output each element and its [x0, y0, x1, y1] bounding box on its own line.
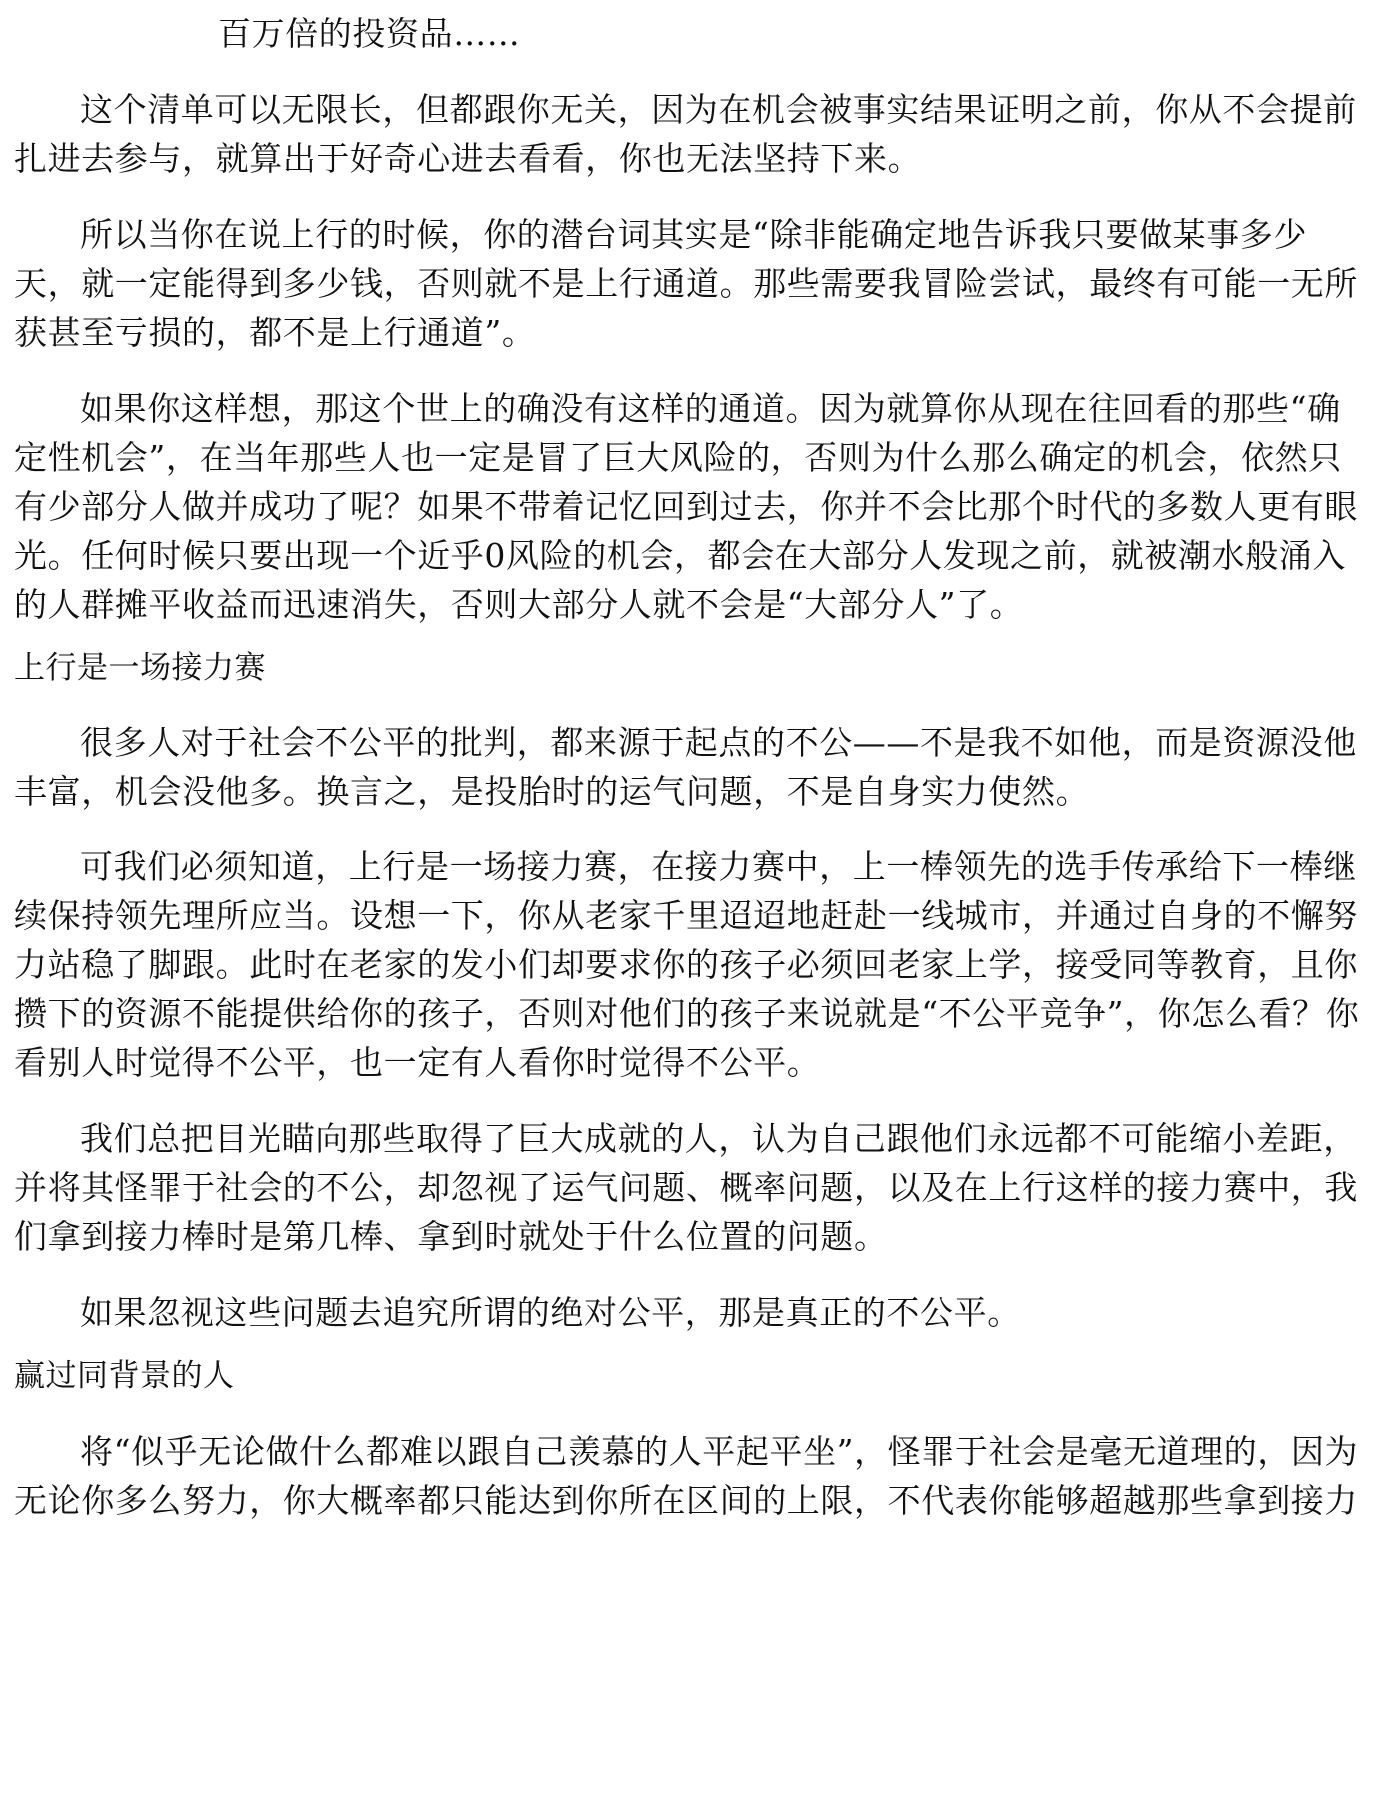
paragraph-line: 这个清单可以无限长，但都跟你无关，因为在机会被事实结果证明之前，你从不会提前 [80, 90, 1357, 129]
paragraph-line: 我们总把目光瞄向那些取得了巨大成就的人，认为自己跟他们永远都不可能缩小差距， [80, 1119, 1357, 1158]
paragraph-line: 获甚至亏损的，都不是上行通道”。 [14, 313, 536, 352]
paragraph-line: 扎进去参与，就算出于好奇心进去看看，你也无法坚持下来。 [14, 139, 922, 178]
section-heading: 上行是一场接力赛 [14, 650, 266, 686]
paragraph-line: 将“似乎无论做什么都难以跟自己羡慕的人平起平坐”，怪罪于社会是毫无道理的，因为 [80, 1432, 1359, 1471]
paragraph-line: 续保持领先理所应当。设想一下，你从老家千里迢迢地赶赴一线城市，并通过自身的不懈努 [14, 896, 1358, 935]
paragraph-line: 所以当你在说上行的时候，你的潜台词其实是“除非能确定地告诉我只要做某事多少 [80, 215, 1308, 254]
paragraph-line: 如果你这样想，那这个世上的确没有这样的通道。因为就算你从现在往回看的那些“确 [80, 389, 1341, 428]
paragraph-line: 无论你多么努力，你大概率都只能达到你所在区间的上限，不代表你能够超越那些拿到接力 [14, 1481, 1358, 1520]
document-page [14, 0, 1376, 1800]
paragraph-line: 可我们必须知道，上行是一场接力赛，在接力赛中，上一棒领先的选手传承给下一棒继 [80, 847, 1357, 886]
paragraph-line: 丰富，机会没他多。换言之，是投胎时的运气问题，不是自身实力使然。 [14, 772, 1090, 811]
paragraph-line: 定性机会”，在当年那些人也一定是冒了巨大风险的，否则为什么那么确定的机会，依然只 [14, 438, 1342, 477]
paragraph-line: 的人群摊平收益而迅速消失，否则大部分人就不会是“大部分人”了。 [14, 585, 1024, 624]
paragraph-line: 如果忽视这些问题去追究所谓的绝对公平，那是真正的不公平。 [80, 1293, 1021, 1332]
paragraph-line: 有少部分人做并成功了呢？如果不带着记忆回到过去，你并不会比那个时代的多数人更有眼 [14, 487, 1358, 526]
paragraph-line: 看别人时觉得不公平，也一定有人看你时觉得不公平。 [14, 1043, 821, 1082]
paragraph-line: 力站稳了脚跟。此时在老家的发小们却要求你的孩子必须回老家上学，接受同等教育，且你 [14, 945, 1358, 984]
paragraph-line: 并将其怪罪于社会的不公，却忽视了运气问题、概率问题，以及在上行这样的接力赛中，我 [14, 1168, 1358, 1207]
section-heading: 赢过同背景的人 [14, 1358, 235, 1394]
paragraph-line: 光。任何时候只要出现一个近乎0风险的机会，都会在大部分人发现之前，就被潮水般涌入 [14, 536, 1346, 575]
paragraph-line: 们拿到接力棒时是第几棒、拿到时就处于什么位置的问题。 [14, 1217, 888, 1256]
paragraph-line: 天，就一定能得到多少钱，否则就不是上行通道。那些需要我冒险尝试，最终有可能一无所 [14, 264, 1358, 303]
paragraph-line: 攒下的资源不能提供给你的孩子，否则对他们的孩子来说就是“不公平竞争”，你怎么看？你 [14, 994, 1360, 1033]
top-fragment-line: 百万倍的投资品…… [218, 14, 521, 53]
paragraph-line: 很多人对于社会不公平的批判，都来源于起点的不公——不是我不如他，而是资源没他 [80, 723, 1357, 762]
